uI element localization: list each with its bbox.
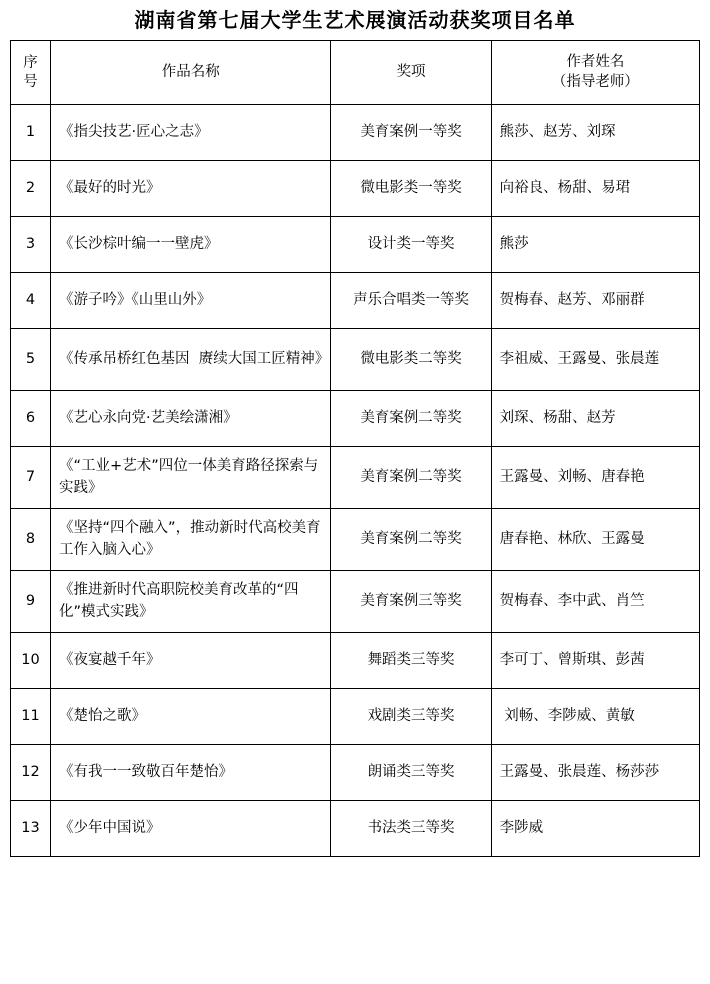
cell-work-title <box>51 105 331 161</box>
cell-award: 声乐合唱类一等奖 <box>331 273 491 329</box>
cell-number: 2 <box>11 161 51 217</box>
column-header-author <box>491 41 699 105</box>
cell-award: 美育案例三等奖 <box>331 571 491 633</box>
author-text: 刘畅、李陟威、黄敏 <box>499 707 635 724</box>
cell-award: 朗诵类三等奖 <box>331 745 491 801</box>
table-container <box>0 40 710 857</box>
cell-award: 美育案例二等奖 <box>331 447 491 509</box>
cell-author <box>491 571 699 633</box>
column-header-number-line2: 号 <box>23 73 38 90</box>
cell-number: 8 <box>11 509 51 571</box>
work-title-text: 《指尖技艺·匠心之志》 <box>59 123 209 140</box>
table-row <box>11 329 700 391</box>
table-row <box>11 633 700 689</box>
table-body <box>11 105 700 857</box>
cell-author <box>491 329 699 391</box>
author-text: 李可丁、曾斯琪、彭茜 <box>499 651 645 668</box>
work-title-text: 《游子吟》《山里山外》 <box>59 291 212 308</box>
work-title-text: 《长沙棕叶编一一壁虎》 <box>59 235 219 252</box>
author-text: 向裕良、杨甜、易珺 <box>499 179 631 196</box>
table-row <box>11 273 700 329</box>
cell-award: 戏剧类三等奖 <box>331 689 491 745</box>
author-text: 刘琛、杨甜、赵芳 <box>499 409 616 426</box>
cell-number: 6 <box>11 391 51 447</box>
table-row <box>11 105 700 161</box>
cell-number: 4 <box>11 273 51 329</box>
cell-award: 美育案例二等奖 <box>331 509 491 571</box>
cell-award: 微电影类一等奖 <box>331 161 491 217</box>
column-header-work-title: 作品名称 <box>51 41 331 105</box>
cell-work-title <box>51 689 331 745</box>
cell-award: 美育案例二等奖 <box>331 391 491 447</box>
cell-author <box>491 391 699 447</box>
author-text: 李祖威、王露曼、张晨莲 <box>499 350 660 367</box>
work-title-text: 《“工业+艺术”四位一体美育路径探索与实践》 <box>59 457 319 496</box>
cell-work-title <box>51 633 331 689</box>
cell-award: 微电影类二等奖 <box>331 329 491 391</box>
column-header-author-line2: （指导老师） <box>551 73 639 90</box>
work-title-text: 《艺心永向党·艺美绘潇湘》 <box>59 409 238 426</box>
author-text: 贺梅春、李中武、肖竺 <box>499 592 645 609</box>
cell-author <box>491 273 699 329</box>
work-title-text: 《有我一一致敬百年楚怡》 <box>59 763 234 780</box>
cell-work-title <box>51 217 331 273</box>
author-text: 王露曼、张晨莲、杨莎莎 <box>499 763 660 780</box>
work-title-text: 《夜宴越千年》 <box>59 651 161 668</box>
cell-author <box>491 689 699 745</box>
cell-award: 舞蹈类三等奖 <box>331 633 491 689</box>
table-row <box>11 689 700 745</box>
table-row <box>11 509 700 571</box>
cell-award: 美育案例一等奖 <box>331 105 491 161</box>
author-text: 唐春艳、林欣、王露曼 <box>499 530 645 547</box>
work-title-text: 《最好的时光》 <box>59 179 161 196</box>
cell-number: 13 <box>11 801 51 857</box>
cell-award: 设计类一等奖 <box>331 217 491 273</box>
column-header-number-line1: 序 <box>23 55 38 72</box>
cell-work-title <box>51 391 331 447</box>
author-text: 贺梅春、赵芳、邓丽群 <box>499 291 645 308</box>
cell-award: 书法类三等奖 <box>331 801 491 857</box>
work-title-text: 《推进新时代高职院校美育改革的“四化”模式实践》 <box>59 581 299 620</box>
cell-work-title <box>51 161 331 217</box>
cell-work-title <box>51 273 331 329</box>
page-title: 湖南省第七届大学生艺术展演活动获奖项目名单 <box>134 8 576 32</box>
cell-number: 5 <box>11 329 51 391</box>
cell-work-title <box>51 509 331 571</box>
table-row <box>11 217 700 273</box>
cell-number: 9 <box>11 571 51 633</box>
cell-number: 1 <box>11 105 51 161</box>
table-row <box>11 745 700 801</box>
work-title-text: 《少年中国说》 <box>59 819 161 836</box>
cell-author <box>491 801 699 857</box>
column-header-author-line1: 作者姓名 <box>566 53 625 70</box>
author-text: 熊莎 <box>499 235 529 252</box>
cell-work-title <box>51 571 331 633</box>
cell-number: 10 <box>11 633 51 689</box>
work-title-text: 《坚持“四个融入”，推动新时代高校美育工作入脑入心》 <box>59 519 321 558</box>
work-title-text: 《楚怡之歌》 <box>59 707 147 724</box>
column-header-award: 奖项 <box>331 41 491 105</box>
cell-number: 7 <box>11 447 51 509</box>
award-list-table <box>10 40 700 857</box>
table-row <box>11 391 700 447</box>
table-row <box>11 447 700 509</box>
column-header-number <box>11 41 51 105</box>
author-text: 王露曼、刘畅、唐春艳 <box>499 468 645 485</box>
cell-number: 12 <box>11 745 51 801</box>
author-text: 熊莎、赵芳、刘琛 <box>499 123 616 140</box>
cell-author <box>491 217 699 273</box>
cell-work-title <box>51 329 331 391</box>
cell-number: 11 <box>11 689 51 745</box>
table-row <box>11 161 700 217</box>
table-header <box>11 41 700 105</box>
cell-author <box>491 447 699 509</box>
cell-work-title <box>51 801 331 857</box>
cell-author <box>491 633 699 689</box>
author-text: 李陟威 <box>499 819 544 836</box>
cell-author <box>491 105 699 161</box>
cell-work-title <box>51 447 331 509</box>
table-row <box>11 571 700 633</box>
cell-work-title <box>51 745 331 801</box>
table-header-row <box>11 41 700 105</box>
work-title-text: 《传承吊桥红色基因 赓续大国工匠精神》 <box>59 350 330 367</box>
cell-author <box>491 745 699 801</box>
cell-author <box>491 509 699 571</box>
cell-author <box>491 161 699 217</box>
table-row <box>11 801 700 857</box>
cell-number: 3 <box>11 217 51 273</box>
